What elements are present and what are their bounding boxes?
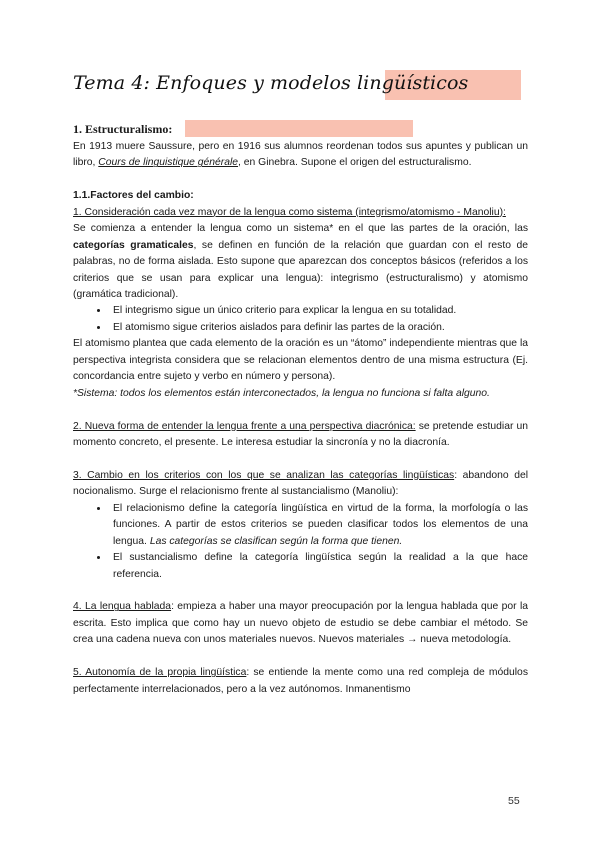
intro-paragraph	[73, 139, 528, 172]
factor-3-heading: 3. Cambio en los criterios con los que se analizan las categorías lingüísticas	[73, 469, 455, 481]
list-item	[109, 501, 528, 550]
list-item: • El atomismo sigue criterios aislados para definir las partes de la oración.	[109, 320, 528, 336]
list-item: • El sustancialismo define la categoría lingüística según la realidad a la que hace referencia.	[109, 550, 528, 583]
factor-5-heading: 5. Autonomía de la propia lingüística	[73, 667, 247, 679]
subsection-title: 1.1.Factores del cambio:	[73, 190, 194, 202]
factor-1-paragraph	[73, 221, 528, 303]
section-title: 1. Estructuralismo:	[73, 122, 173, 136]
factor-2-text: se pretende estudiar un momento concreto, el presente. Le interesa estudiar la sincronía y no la diacronía.	[73, 420, 528, 449]
factor-3-paragraph	[73, 468, 528, 501]
title-block	[73, 70, 533, 104]
factor-4-text: : empieza a haber una mayor preocupación por la lengua hablada que por la escrita. Esto implica que como hay un nuevo objeto de estudio se debe cambiar el método. Se crea una cadena nueva con unos materiales nuevos. Nuevos materiales → nueva metodología.	[73, 601, 528, 646]
relacionismo-text: El relacionismo define la categoría lingüística en virtud de la forma, la morfología o las funciones. A partir de estos criterios se pueden clasificar todos los elementos de una lengua.	[113, 502, 528, 547]
factor-1-bullets	[73, 303, 528, 336]
factor-2-paragraph	[73, 419, 528, 452]
intro-text-1: En 1913 muere Saussure, pero en 1916 sus alumnos reordenan todos sus apuntes y publican un libro,	[73, 141, 528, 169]
list-item: • El integrismo sigue un único criterio para explicar la lengua en su totalidad.	[109, 303, 528, 319]
page-number: 55	[508, 795, 520, 807]
relacionismo-italic: Las categorías se clasifican según la forma que tienen.	[149, 535, 403, 547]
factor-1-bold: categorías gramaticales	[73, 239, 194, 251]
section-heading-block	[73, 120, 528, 140]
factor-1-paragraph-2: El atomismo plantea que cada elemento de la oración es un “átomo” independiente mientras que la perspectiva integrista considera que se relacionan elementos dentro de una misma estructura (Ej. concordancia entre sujeto y verbo en número y persona).	[73, 338, 528, 383]
factor-1-note: *Sistema: todos los elementos están interconectados, la lengua no funciona si falta alguno.	[73, 387, 490, 399]
page-title: Tema 4: Enfoques y modelos lingüísticos	[73, 72, 469, 94]
factor-1-text-a: Se comienza a entender la lengua como un sistema* en el que las partes de la oración, las	[73, 223, 528, 235]
book-title: Cours de linguistique générale	[98, 157, 239, 169]
document-body	[73, 139, 528, 698]
factor-5-text: : se entiende la mente como una red compleja de módulos perfectamente interrelacionados, pero a la vez autónomos. Inmanentismo	[73, 667, 528, 695]
factor-1-heading: 1. Consideración cada vez mayor de la lengua como sistema (integrismo/atomismo - Manoliu):	[73, 206, 506, 218]
section-highlight	[185, 120, 413, 137]
factor-4-heading: 4. La lengua hablada	[73, 601, 172, 613]
intro-text-2: , en Ginebra. Supone el origen del estructuralismo.	[238, 157, 472, 169]
factor-2-heading: 2. Nueva forma de entender la lengua frente a una perspectiva diacrónica:	[73, 420, 416, 432]
factor-3-text: : abandono del nocionalismo. Surge el relacionismo frente al sustancialismo (Manoliu):	[73, 469, 528, 498]
factor-5-paragraph	[73, 665, 528, 698]
factor-4-paragraph	[73, 599, 528, 648]
factor-3-bullets	[73, 501, 528, 583]
factor-1-text-b: , se definen en función de la relación que guardan con el resto de palabras, no de forma aislada. Esto supone que aparezcan dos conceptos básicos (referidos a los criterios que se usan para explicar una lengua): integrismo (estructuralismo) y atomismo (gramática tradicional).	[73, 239, 528, 301]
